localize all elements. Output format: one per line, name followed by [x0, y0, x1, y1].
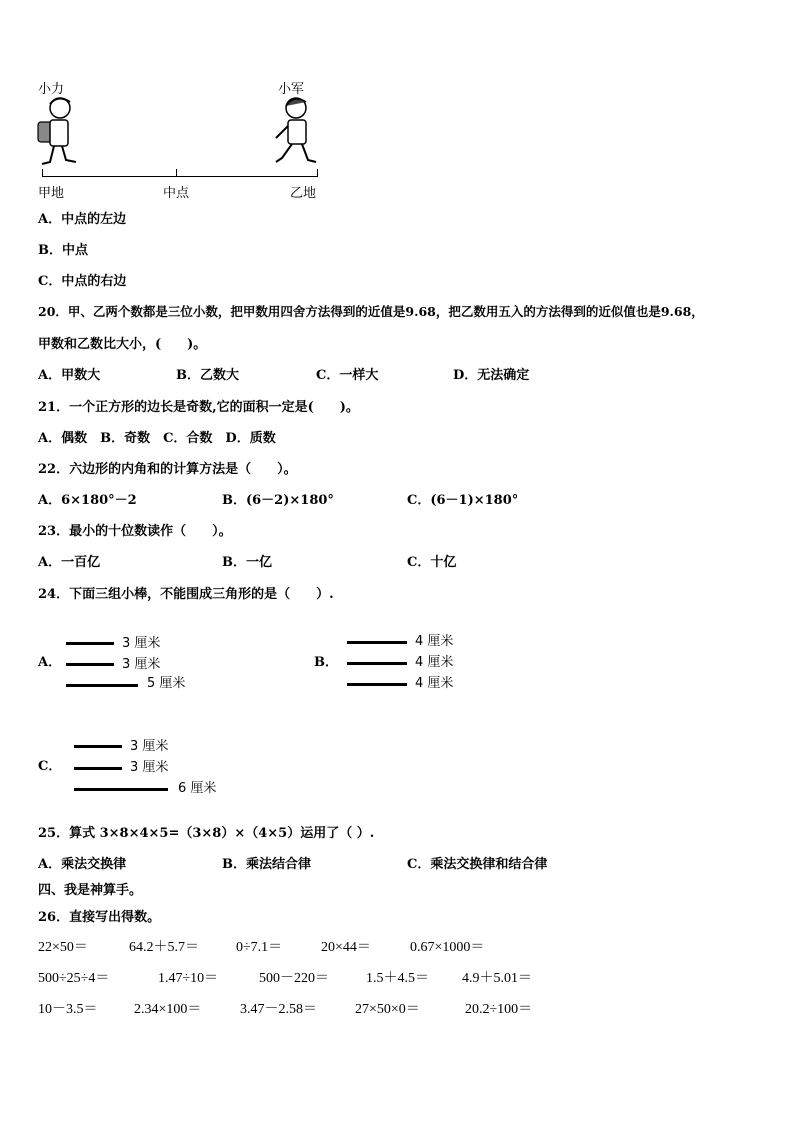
q24-group-a-stick-1	[66, 642, 114, 645]
q22-option-a: A．6×180°－2	[38, 493, 137, 508]
q24-group-a-stick-2	[66, 663, 114, 666]
route-line	[42, 176, 318, 177]
q25-stem: 25．算式 3×8×4×5=（3×8）×（4×5）运用了（ ）.	[38, 826, 375, 841]
q24-group-b-stick-2	[347, 662, 407, 665]
q24-group-a-stick-2-label: 3 厘米	[122, 657, 161, 672]
calc-item: 500÷25÷4＝	[38, 971, 110, 986]
q22-stem: 22．六边形的内角和的计算方法是（ ）。	[38, 462, 297, 477]
q25-option-c: C．乘法交换律和结合律	[407, 857, 548, 872]
q21-stem: 21．一个正方形的边长是奇数,它的面积一定是( )。	[38, 400, 359, 415]
route-tick-end	[317, 169, 318, 177]
q24-group-b-stick-2-label: 4 厘米	[415, 655, 454, 670]
calc-item: 64.2＋5.7＝	[129, 940, 199, 955]
point-mid-label: 中点	[163, 186, 190, 201]
route-tick-mid	[176, 169, 177, 177]
calc-item: 500－220＝	[259, 971, 329, 986]
q20-option-a: A．甲数大	[38, 368, 101, 383]
q26-stem: 26．直接写出得数。	[38, 910, 161, 925]
q24-stem: 24．下面三组小棒，不能围成三角形的是（ ）.	[38, 587, 334, 602]
q24-group-c-stick-2-label: 3 厘米	[130, 760, 169, 775]
calc-item: 1.47÷10＝	[158, 971, 219, 986]
q24-group-a-stick-3-label: 5 厘米	[147, 676, 186, 691]
q23-option-c: C．十亿	[407, 555, 457, 570]
q24-group-b-stick-1-label: 4 厘米	[415, 634, 454, 649]
q24-group-a-stick-3	[66, 684, 138, 687]
q24-group-b-stick-1	[347, 641, 407, 644]
q24-group-b-label: B．	[314, 655, 338, 670]
q24-group-c-label: C．	[38, 759, 62, 774]
q20-option-b: B．乙数大	[176, 368, 239, 383]
calc-item: 4.9＋5.01＝	[462, 971, 532, 986]
route-tick-start	[42, 169, 43, 177]
right-person-name: 小军	[278, 82, 305, 97]
q25-option-b: B．乘法结合律	[222, 857, 311, 872]
q25-option-a: A．乘法交换律	[38, 857, 127, 872]
q19-option-b: B．中点	[38, 243, 88, 258]
q20-option-d: D．无法确定	[453, 368, 530, 383]
q24-group-c-stick-3	[74, 788, 168, 791]
q23-option-a: A．一百亿	[38, 555, 101, 570]
q19-option-c: C．中点的右边	[38, 274, 127, 289]
q20-stem-line1: 20．甲、乙两个数都是三位小数，把甲数用四舍方法得到的近值是9.68，把乙数用五入的方法得到的近似值也是9.68，	[38, 304, 704, 319]
left-person-name: 小力	[38, 82, 65, 97]
calc-item: 22×50＝	[38, 940, 88, 955]
calc-item: 0÷7.1＝	[236, 940, 283, 955]
calc-item: 20.2÷100＝	[465, 1002, 533, 1017]
q24-group-b-stick-3-label: 4 厘米	[415, 676, 454, 691]
q24-group-b-stick-3	[347, 683, 407, 686]
calc-item: 20×44＝	[321, 940, 371, 955]
q21-options: A．偶数 B．奇数 C．合数 D．质数	[38, 431, 276, 446]
q24-group-c-stick-1	[74, 745, 122, 748]
q19-option-a: A．中点的左边	[38, 212, 127, 227]
boy-with-backpack-illustration	[28, 94, 88, 170]
q20-option-c: C．一样大	[316, 368, 379, 383]
q23-option-b: B．一亿	[222, 555, 272, 570]
point-a-label: 甲地	[38, 186, 65, 201]
q23-stem: 23．最小的十位数读作（ ）。	[38, 524, 232, 539]
calc-item: 3.47－2.58＝	[240, 1002, 317, 1017]
q22-option-b: B．(6－2)×180°	[222, 493, 334, 508]
calc-item: 2.34×100＝	[134, 1002, 202, 1017]
calc-item: 1.5＋4.5＝	[366, 971, 429, 986]
section-4-heading: 四、我是神算手。	[38, 883, 143, 898]
q24-group-a-stick-1-label: 3 厘米	[122, 636, 161, 651]
walking-boy-illustration	[270, 94, 326, 170]
q24-group-c-stick-2	[74, 767, 122, 770]
calc-item: 10－3.5＝	[38, 1002, 98, 1017]
point-b-label: 乙地	[290, 186, 317, 201]
calc-item: 27×50×0＝	[355, 1002, 420, 1017]
q20-stem-line2: 甲数和乙数比大小，( )。	[38, 337, 207, 352]
q24-group-c-stick-3-label: 6 厘米	[178, 781, 217, 796]
q22-option-c: C．(6－1)×180°	[407, 493, 519, 508]
calc-item: 0.67×1000＝	[410, 940, 485, 955]
q24-group-a-label: A．	[38, 655, 62, 670]
q24-group-c-stick-1-label: 3 厘米	[130, 739, 169, 754]
